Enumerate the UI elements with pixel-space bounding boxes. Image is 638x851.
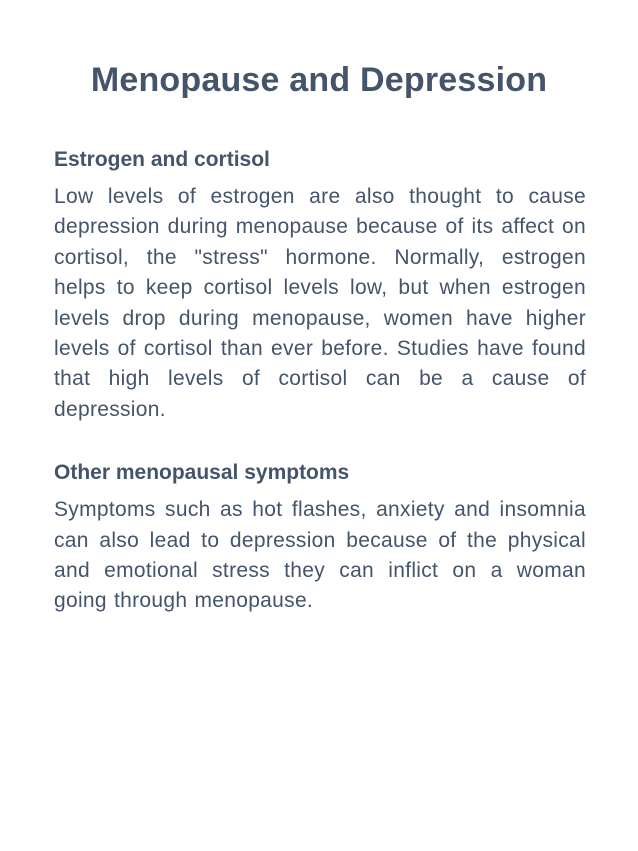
section-estrogen-cortisol: [54, 146, 586, 425]
section-heading: Estrogen and cortisol: [54, 148, 270, 171]
section-heading: Other menopausal symptoms: [54, 461, 350, 485]
section-other-symptoms: [54, 459, 586, 617]
slide-title: Menopause and Depression: [90, 61, 548, 99]
section-body: Symptoms such as hot flashes, anxiety and insomnia can also lead to depression because of the physical and emotional stress they can inflict on a woman going through menopause.: [54, 498, 586, 613]
section-body: Low levels of estrogen are also thought to cause depression during menopause because of its affect on cortisol, the "stress" hormone. Normally, estrogen helps to keep cortisol levels low, but when estrogen levels drop during menopause, women have higher levels of cortisol than ever before. Studies have found that high levels of cortisol can be a cause of depression.: [54, 185, 586, 421]
slide-content: [54, 146, 586, 617]
